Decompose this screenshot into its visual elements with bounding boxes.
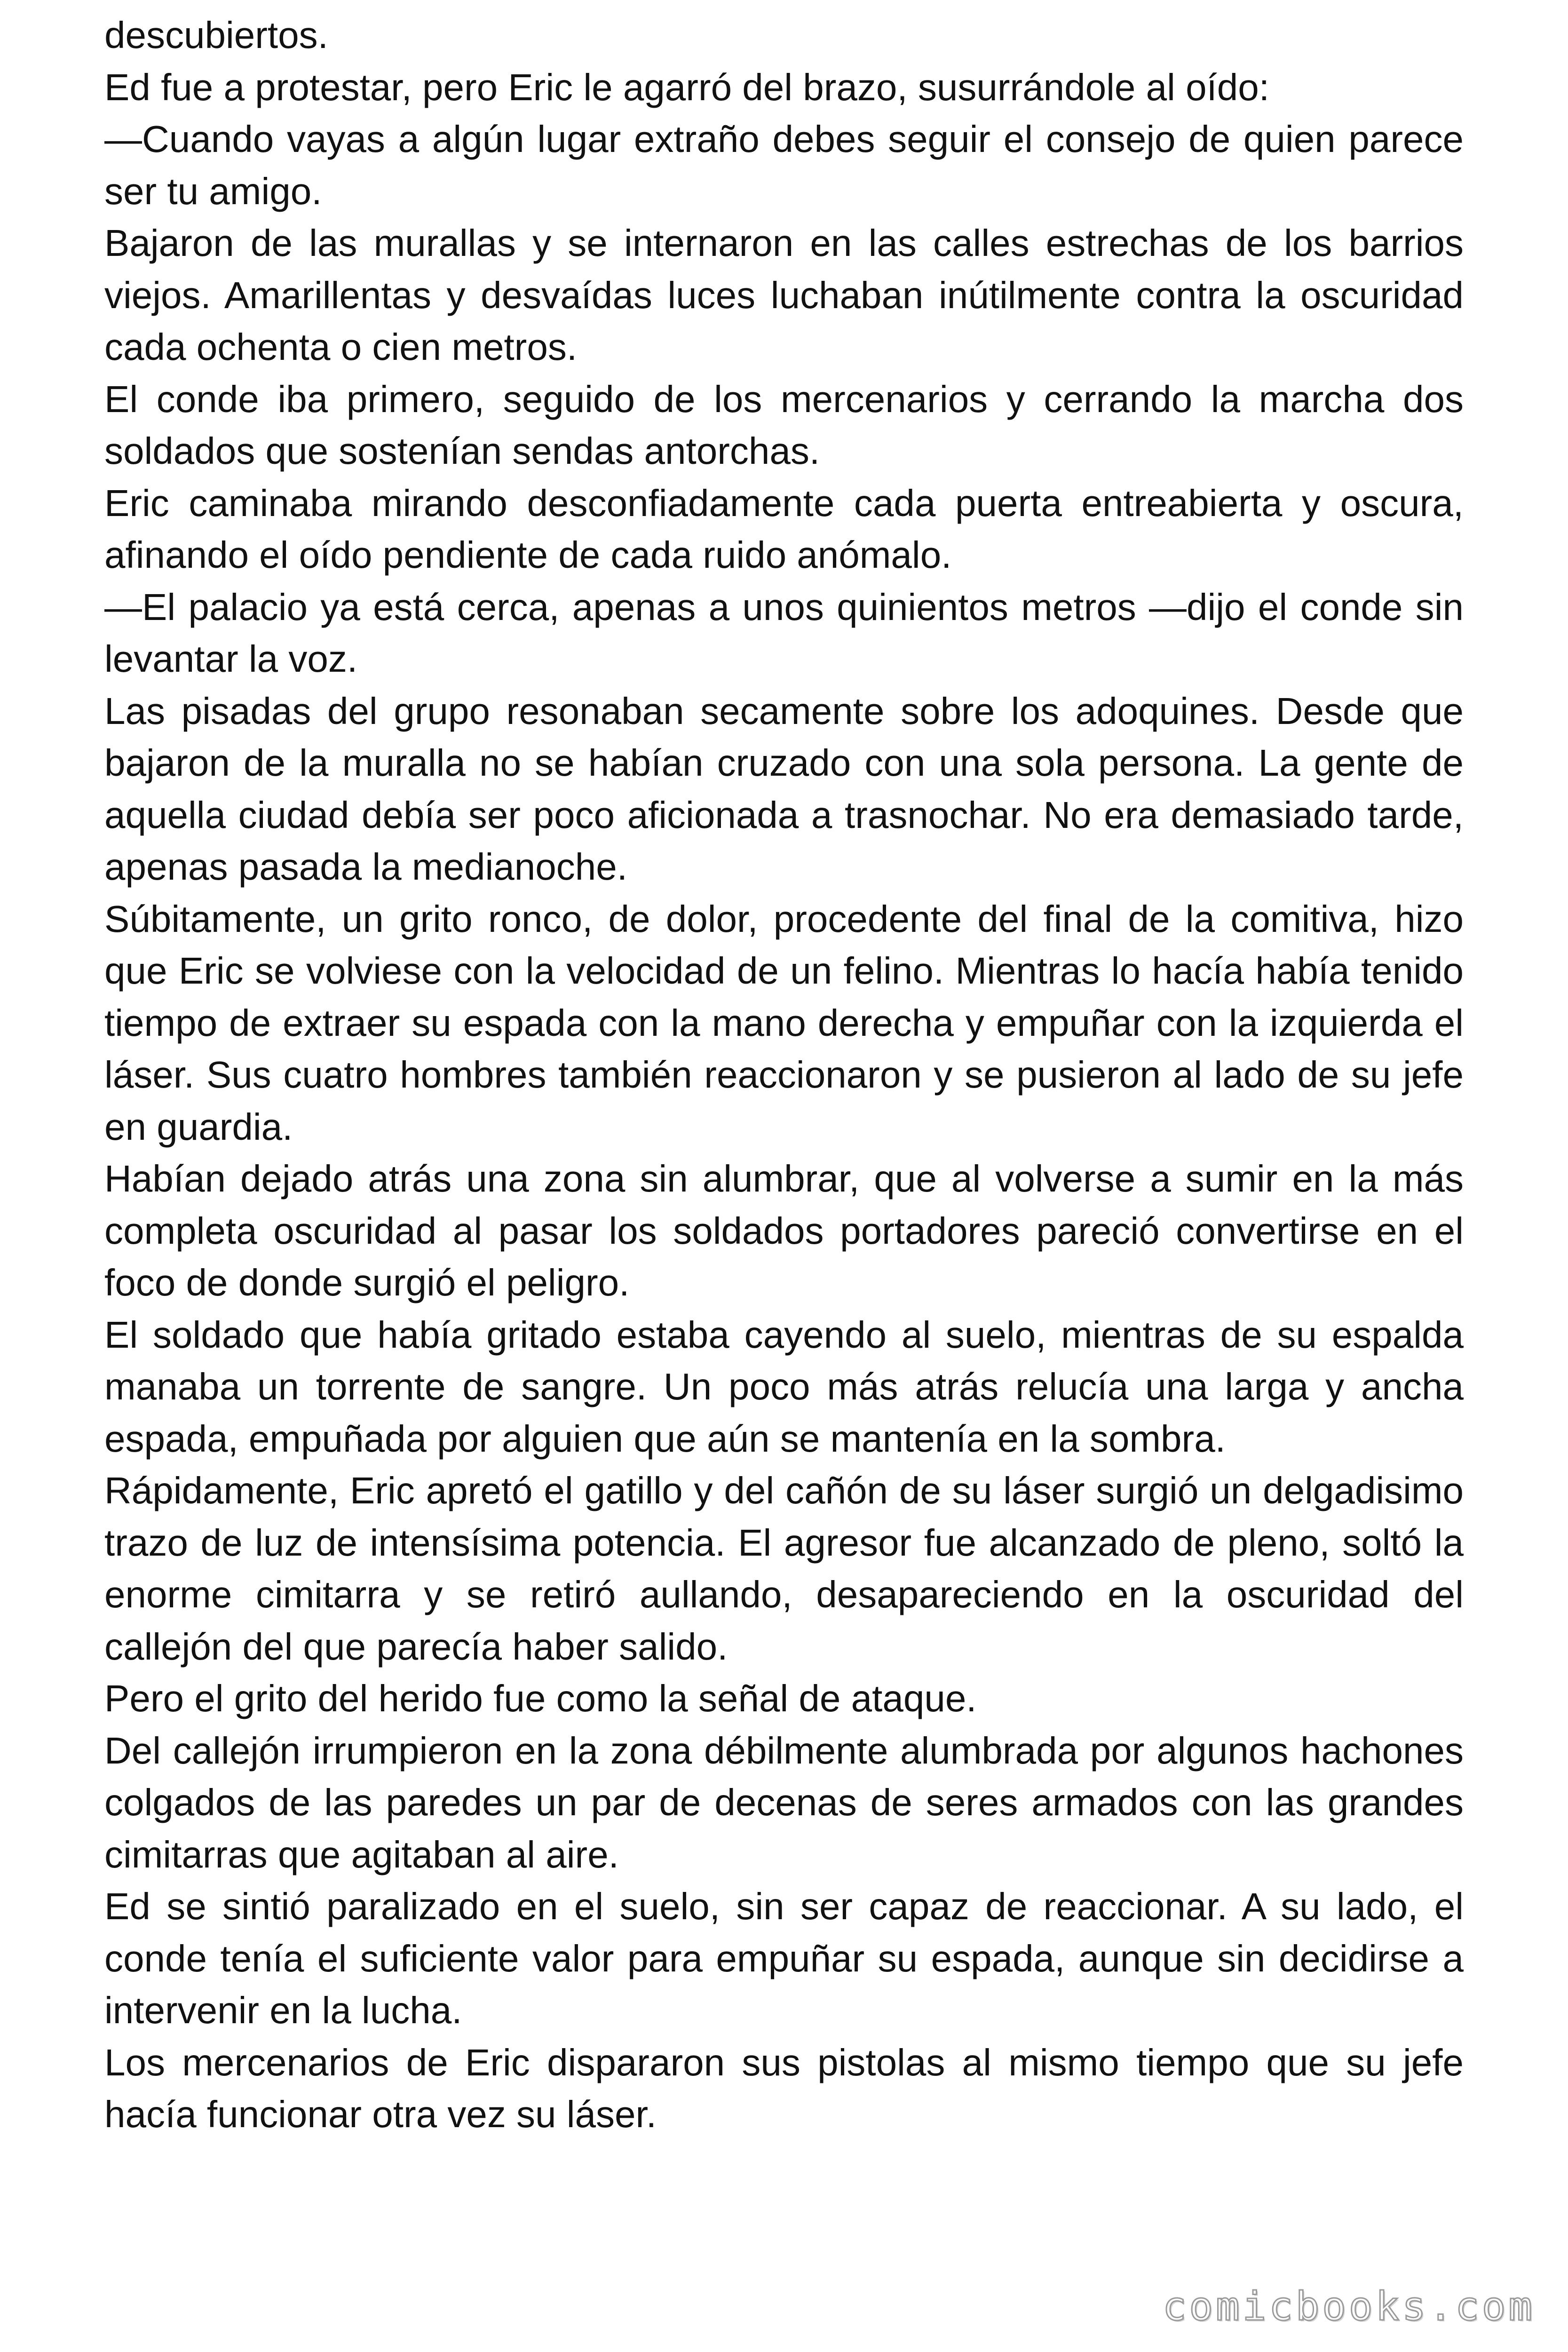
paragraph: Pero el grito del herido fue como la señal de ataque. [104,1677,977,1719]
paragraph: El soldado que había gritado estaba cayendo al suelo, mientras de su espalda manaba un torrente de sangre. Un poco más atrás relucía una larga y ancha espada, empuñada por alguien que aún se mantenía en la sombra. [104,1313,1464,1460]
paragraph: Rápidamente, Eric apretó el gatillo y del cañón de su láser surgió un delgadisimo trazo de luz de intensísima potencia. El agresor fue alcanzado de pleno, soltó la enorme cimitarra y se retiró aullando, desapareciendo en la oscuridad del callejón del que parecía haber salido. [104,1470,1464,1668]
paragraph: Habían dejado atrás una zona sin alumbrar, que al volverse a sumir en la más completa oscuridad al pasar los soldados portadores pareció convertirse en el foco de donde surgió el peligro. [104,1158,1464,1303]
paragraph: —Cuando vayas a algún lugar extraño debes seguir el consejo de quien parece ser tu amigo. [104,118,1464,212]
paragraph: —El palacio ya está cerca, apenas a unos quinientos metros —dijo el conde sin levantar la voz. [104,586,1464,680]
paragraph: Ed se sintió paralizado en el suelo, sin ser capaz de reaccionar. A su lado, el conde tenía el suficiente valor para empuñar su espada, aunque sin decidirse a intervenir en la lucha. [104,1885,1464,2031]
paragraph: El conde iba primero, seguido de los mercenarios y cerrando la marcha dos soldados que sostenían sendas antorchas. [104,378,1464,472]
paragraph: Los mercenarios de Eric dispararon sus pistolas al mismo tiempo que su jefe hacía funcionar otra vez su láser. [104,2041,1464,2135]
paragraph: Eric caminaba mirando desconfiadamente cada puerta entreabierta y oscura, afinando el oído pendiente de cada ruido anómalo. [104,482,1464,576]
page-body [104,9,1464,2296]
paragraph: Las pisadas del grupo resonaban secamente sobre los adoquines. Desde que bajaron de la muralla no se habían cruzado con una sola persona. La gente de aquella ciudad debía ser poco aficionada a trasnochar. No era demasiado tarde, apenas pasada la medianoche. [104,690,1464,888]
paragraph: Ed fue a protestar, pero Eric le agarró del brazo, susurrándole al oído: [104,66,1269,108]
paragraph: descubiertos. [104,14,328,56]
paragraph: Del callejón irrumpieron en la zona débilmente alumbrada por algunos hachones colgados de las paredes un par de decenas de seres armados con las grandes cimitarras que agitaban al aire. [104,1729,1464,1875]
paragraph: Súbitamente, un grito ronco, de dolor, procedente del final de la comitiva, hizo que Eric se volviese con la velocidad de un felino. Mientras lo hacía había tenido tiempo de extraer su espada con la mano derecha y empuñar con la izquierda el láser. Sus cuatro hombres también reaccionaron y se pusieron al lado de su jefe en guardia. [104,898,1464,1148]
paragraph: Bajaron de las murallas y se internaron en las calles estrechas de los barrios viejos. Amarillentas y desvaídas luces luchaban inútilmente contra la oscuridad cada ochenta o cien metros. [104,222,1464,368]
watermark: comicbooks.com [1162,2283,1535,2329]
